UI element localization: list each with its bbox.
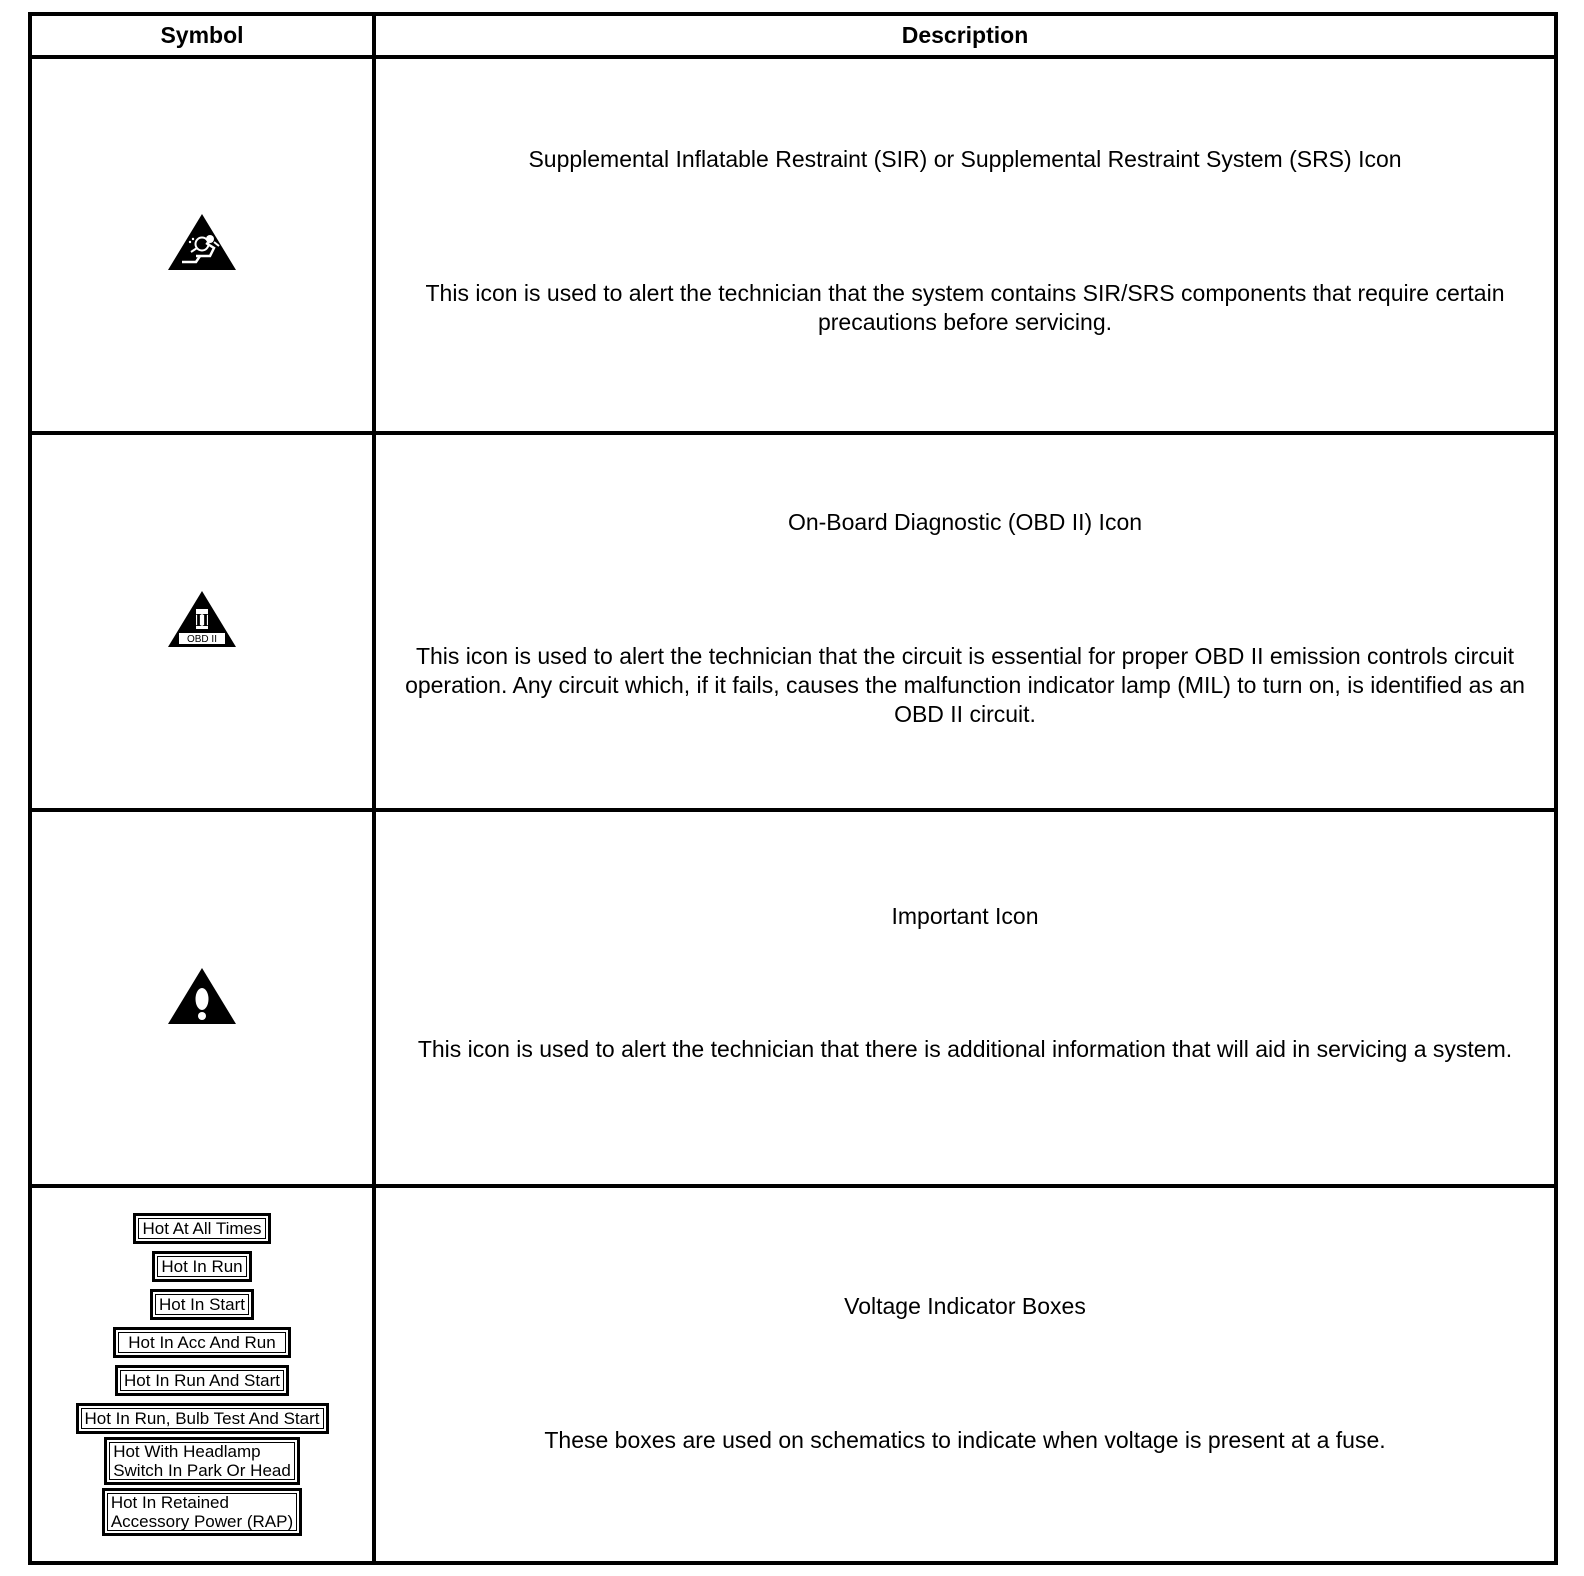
description-cell (374, 433, 1556, 810)
voltage-box-hot-in-retained-accessory-power: Hot In Retained Accessory Power (RAP) (102, 1488, 302, 1536)
symbol-cell (30, 1186, 374, 1563)
icon-description: These boxes are used on schematics to indicate when voltage is present at a fuse. (544, 1427, 1386, 1454)
description-cell (374, 1186, 1556, 1563)
icon-title: Supplemental Inflatable Restraint (SIR) or Supplemental Restraint System (SRS) Icon (528, 145, 1402, 172)
table-row (30, 810, 1556, 1187)
symbol-cell (30, 433, 374, 810)
voltage-box-hot-in-run-and-start: Hot In Run And Start (115, 1365, 289, 1396)
symbol-description-table (28, 12, 1558, 1565)
table-row (30, 1186, 1556, 1563)
voltage-box-hot-at-all-times: Hot At All Times (133, 1213, 270, 1244)
symbol-column-header: Symbol (30, 14, 374, 57)
icon-title: On-Board Diagnostic (OBD II) Icon (787, 509, 1143, 536)
symbol-cell (30, 57, 374, 434)
voltage-box-hot-in-acc-and-run: Hot In Acc And Run (113, 1327, 290, 1358)
icon-description: This icon is used to alert the technician that the circuit is essential for proper OBD II emission controls circuit operation. Any circuit which, if it fails, causes the malfunction indicator lamp (MIL) to turn on, is identified as an OBD II circuit. (405, 643, 1525, 728)
symbol-cell (30, 810, 374, 1187)
obd-roman-numeral: II (194, 609, 210, 630)
icon-description: This icon is used to alert the technician that there is additional information that will aid in servicing a system. (417, 1035, 1513, 1062)
voltage-box-hot-in-start: Hot In Start (150, 1289, 254, 1320)
header-row (30, 14, 1556, 57)
airbag-warning-icon (166, 212, 238, 272)
voltage-box-hot-in-run: Hot In Run (152, 1251, 251, 1282)
description-column-header: Description (374, 14, 1556, 57)
icon-title: Voltage Indicator Boxes (844, 1293, 1086, 1320)
icon-description: This icon is used to alert the technician that the system contains SIR/SRS components that require certain precautions before servicing. (425, 279, 1505, 335)
voltage-indicator-boxes (32, 1213, 372, 1536)
icon-title: Important Icon (891, 902, 1039, 929)
obd-label: OBD II (186, 633, 218, 645)
table-row (30, 57, 1556, 434)
description-cell (374, 57, 1556, 434)
important-exclamation-icon (166, 966, 238, 1026)
voltage-box-hot-in-run-bulb-test-and-start: Hot In Run, Bulb Test And Start (76, 1403, 329, 1434)
voltage-box-hot-with-headlamp-switch: Hot With Headlamp Switch In Park Or Head (104, 1437, 300, 1485)
description-cell (374, 810, 1556, 1187)
obd-ii-warning-icon (166, 589, 238, 649)
table-row (30, 433, 1556, 810)
